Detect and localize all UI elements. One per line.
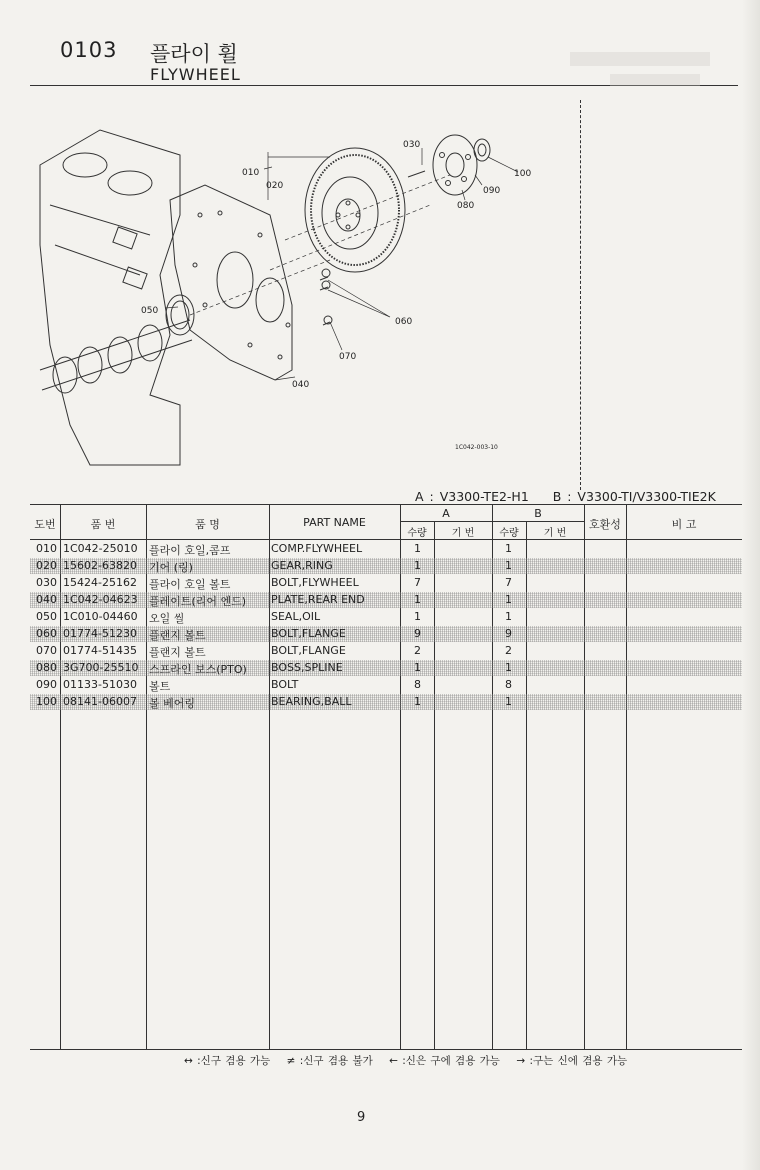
cell-qty-a: 1 xyxy=(414,593,421,606)
table-row xyxy=(30,575,742,591)
header-qty-b: 수량 xyxy=(499,528,519,539)
callout-090: 090 xyxy=(483,186,501,196)
cell-name-kr: 플라이 호일,콤프 xyxy=(149,544,231,557)
cell-qty-a: 1 xyxy=(414,542,421,555)
cell-name-kr: 오일 씰 xyxy=(149,612,185,625)
cell-ref: 060 xyxy=(36,627,57,640)
cell-ref: 020 xyxy=(36,559,57,572)
header-group-b: B xyxy=(534,507,542,520)
exploded-parts-diagram xyxy=(30,95,580,485)
section-title-korean: 플라이 휠 xyxy=(150,42,238,66)
cell-qty-b: 2 xyxy=(505,644,512,657)
callout-060: 060 xyxy=(395,317,413,327)
flywheel-bolt xyxy=(408,171,425,177)
header-qty-a: 수량 xyxy=(407,528,427,539)
legend-new: → :구는 신에 겸용 가능 xyxy=(516,1055,628,1067)
cell-name-kr: 플레이트(리어 엔드) xyxy=(149,595,247,608)
section-divider xyxy=(580,100,581,490)
table-bottom-rule xyxy=(30,1049,742,1050)
legend-both: ↔ :신구 겸용 가능 xyxy=(184,1055,271,1067)
figure-code: 1C042-003-10 xyxy=(455,444,498,451)
model-a: A : V3300-TE2-H1 xyxy=(415,489,529,504)
callout-080: 080 xyxy=(457,201,475,211)
cell-ref: 080 xyxy=(36,661,57,674)
spline-boss xyxy=(433,135,477,195)
header-group-a: A xyxy=(442,507,450,520)
cell-ref: 070 xyxy=(36,644,57,657)
cell-part-no: 3G700-25510 xyxy=(63,661,139,674)
cell-part-no: 1C010-04460 xyxy=(63,610,138,623)
cell-qty-b: 1 xyxy=(505,695,512,708)
table-header-bottom-rule xyxy=(30,539,742,540)
callout-030: 030 xyxy=(403,140,421,150)
cell-name-kr: 플랜지 볼트 xyxy=(149,646,206,659)
cell-qty-b: 1 xyxy=(505,610,512,623)
legend-none: ≠ :신구 겸용 불가 xyxy=(286,1055,373,1067)
cell-part-no: 01774-51435 xyxy=(63,644,137,657)
cell-name-kr: 플랜지 볼트 xyxy=(149,629,206,642)
cell-qty-b: 7 xyxy=(505,576,512,589)
cell-part-name: PLATE,REAR END xyxy=(271,593,365,606)
model-b: B : V3300-TI/V3300-TIE2K xyxy=(552,489,716,504)
table-top-rule xyxy=(30,504,742,505)
header-remarks: 비 고 xyxy=(671,518,697,531)
cell-part-name: GEAR,RING xyxy=(271,559,333,572)
table-row xyxy=(30,677,742,693)
cell-ref: 090 xyxy=(36,678,57,691)
cell-qty-b: 1 xyxy=(505,542,512,555)
cell-qty-b: 1 xyxy=(505,559,512,572)
cell-name-kr: 볼 베어링 xyxy=(149,697,196,710)
cell-name-kr: 플라이 호일 볼트 xyxy=(149,578,231,591)
callout-070: 070 xyxy=(339,352,357,362)
cell-qty-a: 9 xyxy=(414,627,421,640)
cell-part-no: 08141-06007 xyxy=(63,695,137,708)
bleed-through-ghost xyxy=(560,44,710,92)
cell-part-no: 01774-51230 xyxy=(63,627,137,640)
cell-qty-a: 8 xyxy=(414,678,421,691)
cell-qty-b: 1 xyxy=(505,593,512,606)
cell-ref: 010 xyxy=(36,542,57,555)
cell-qty-a: 2 xyxy=(414,644,421,657)
section-code: 0103 xyxy=(60,38,118,62)
cell-name-kr: 볼트 xyxy=(149,680,171,693)
table-row xyxy=(30,592,742,608)
cell-part-no: 1C042-25010 xyxy=(63,542,138,555)
callout-050: 050 xyxy=(141,306,159,316)
table-row xyxy=(30,694,742,710)
cell-part-name: COMP.FLYWHEEL xyxy=(271,542,363,555)
cell-part-name: BOLT,FLANGE xyxy=(271,644,346,657)
table-row xyxy=(30,609,742,625)
flywheel xyxy=(305,148,405,272)
cell-part-name: BOLT,FLANGE xyxy=(271,627,346,640)
table-row xyxy=(30,558,742,574)
header-interchange: 호환성 xyxy=(589,518,621,531)
table-row xyxy=(30,541,742,557)
cell-part-name: SEAL,OIL xyxy=(271,610,321,623)
rear-end-plate xyxy=(170,185,292,380)
cell-name-kr: 기어 (링) xyxy=(149,561,193,574)
cell-ref: 100 xyxy=(36,695,57,708)
cell-part-name: BOLT,FLYWHEEL xyxy=(271,576,359,589)
cell-part-no: 15602-63820 xyxy=(63,559,137,572)
section-title-english: FLYWHEEL xyxy=(150,65,241,84)
cell-part-no: 15424-25162 xyxy=(63,576,137,589)
interchangeability-legend xyxy=(184,1053,639,1068)
ball-bearing xyxy=(474,139,490,161)
table-row xyxy=(30,660,742,676)
cell-part-name: BOLT xyxy=(271,678,299,691)
cell-part-name: BEARING,BALL xyxy=(271,695,352,708)
header-code-b: 기 번 xyxy=(543,528,567,539)
cell-ref: 030 xyxy=(36,576,57,589)
header-part-name: PART NAME xyxy=(303,516,366,529)
cell-qty-a: 1 xyxy=(414,610,421,623)
header-ref: 도번 xyxy=(34,518,56,531)
cell-name-kr: 스프라인 보스(PTO) xyxy=(149,663,247,676)
header-code-a: 기 번 xyxy=(451,528,475,539)
page-edge xyxy=(742,0,760,1170)
page-number: 9 xyxy=(357,1110,366,1125)
engine-block xyxy=(40,130,180,465)
cell-qty-b: 9 xyxy=(505,627,512,640)
legend-old: ← :신은 구에 겸용 가능 xyxy=(389,1055,500,1067)
cell-qty-a: 7 xyxy=(414,576,421,589)
table-row xyxy=(30,626,742,642)
table-row xyxy=(30,643,742,659)
cell-qty-b: 8 xyxy=(505,678,512,691)
callout-010: 010 xyxy=(242,168,260,178)
header-part-no: 품 번 xyxy=(90,518,116,531)
cell-qty-a: 1 xyxy=(414,661,421,674)
cell-qty-b: 1 xyxy=(505,661,512,674)
cell-qty-a: 1 xyxy=(414,559,421,572)
cell-part-no: 1C042-04623 xyxy=(63,593,138,606)
cell-part-name: BOSS,SPLINE xyxy=(271,661,343,674)
cell-qty-a: 1 xyxy=(414,695,421,708)
cell-part-no: 01133-51030 xyxy=(63,678,137,691)
model-designations xyxy=(415,489,716,504)
cell-ref: 050 xyxy=(36,610,57,623)
callout-100: 100 xyxy=(514,169,532,179)
cell-ref: 040 xyxy=(36,593,57,606)
header-name-kr: 품 명 xyxy=(195,518,220,531)
callout-040: 040 xyxy=(292,380,310,390)
callout-020: 020 xyxy=(266,181,284,191)
